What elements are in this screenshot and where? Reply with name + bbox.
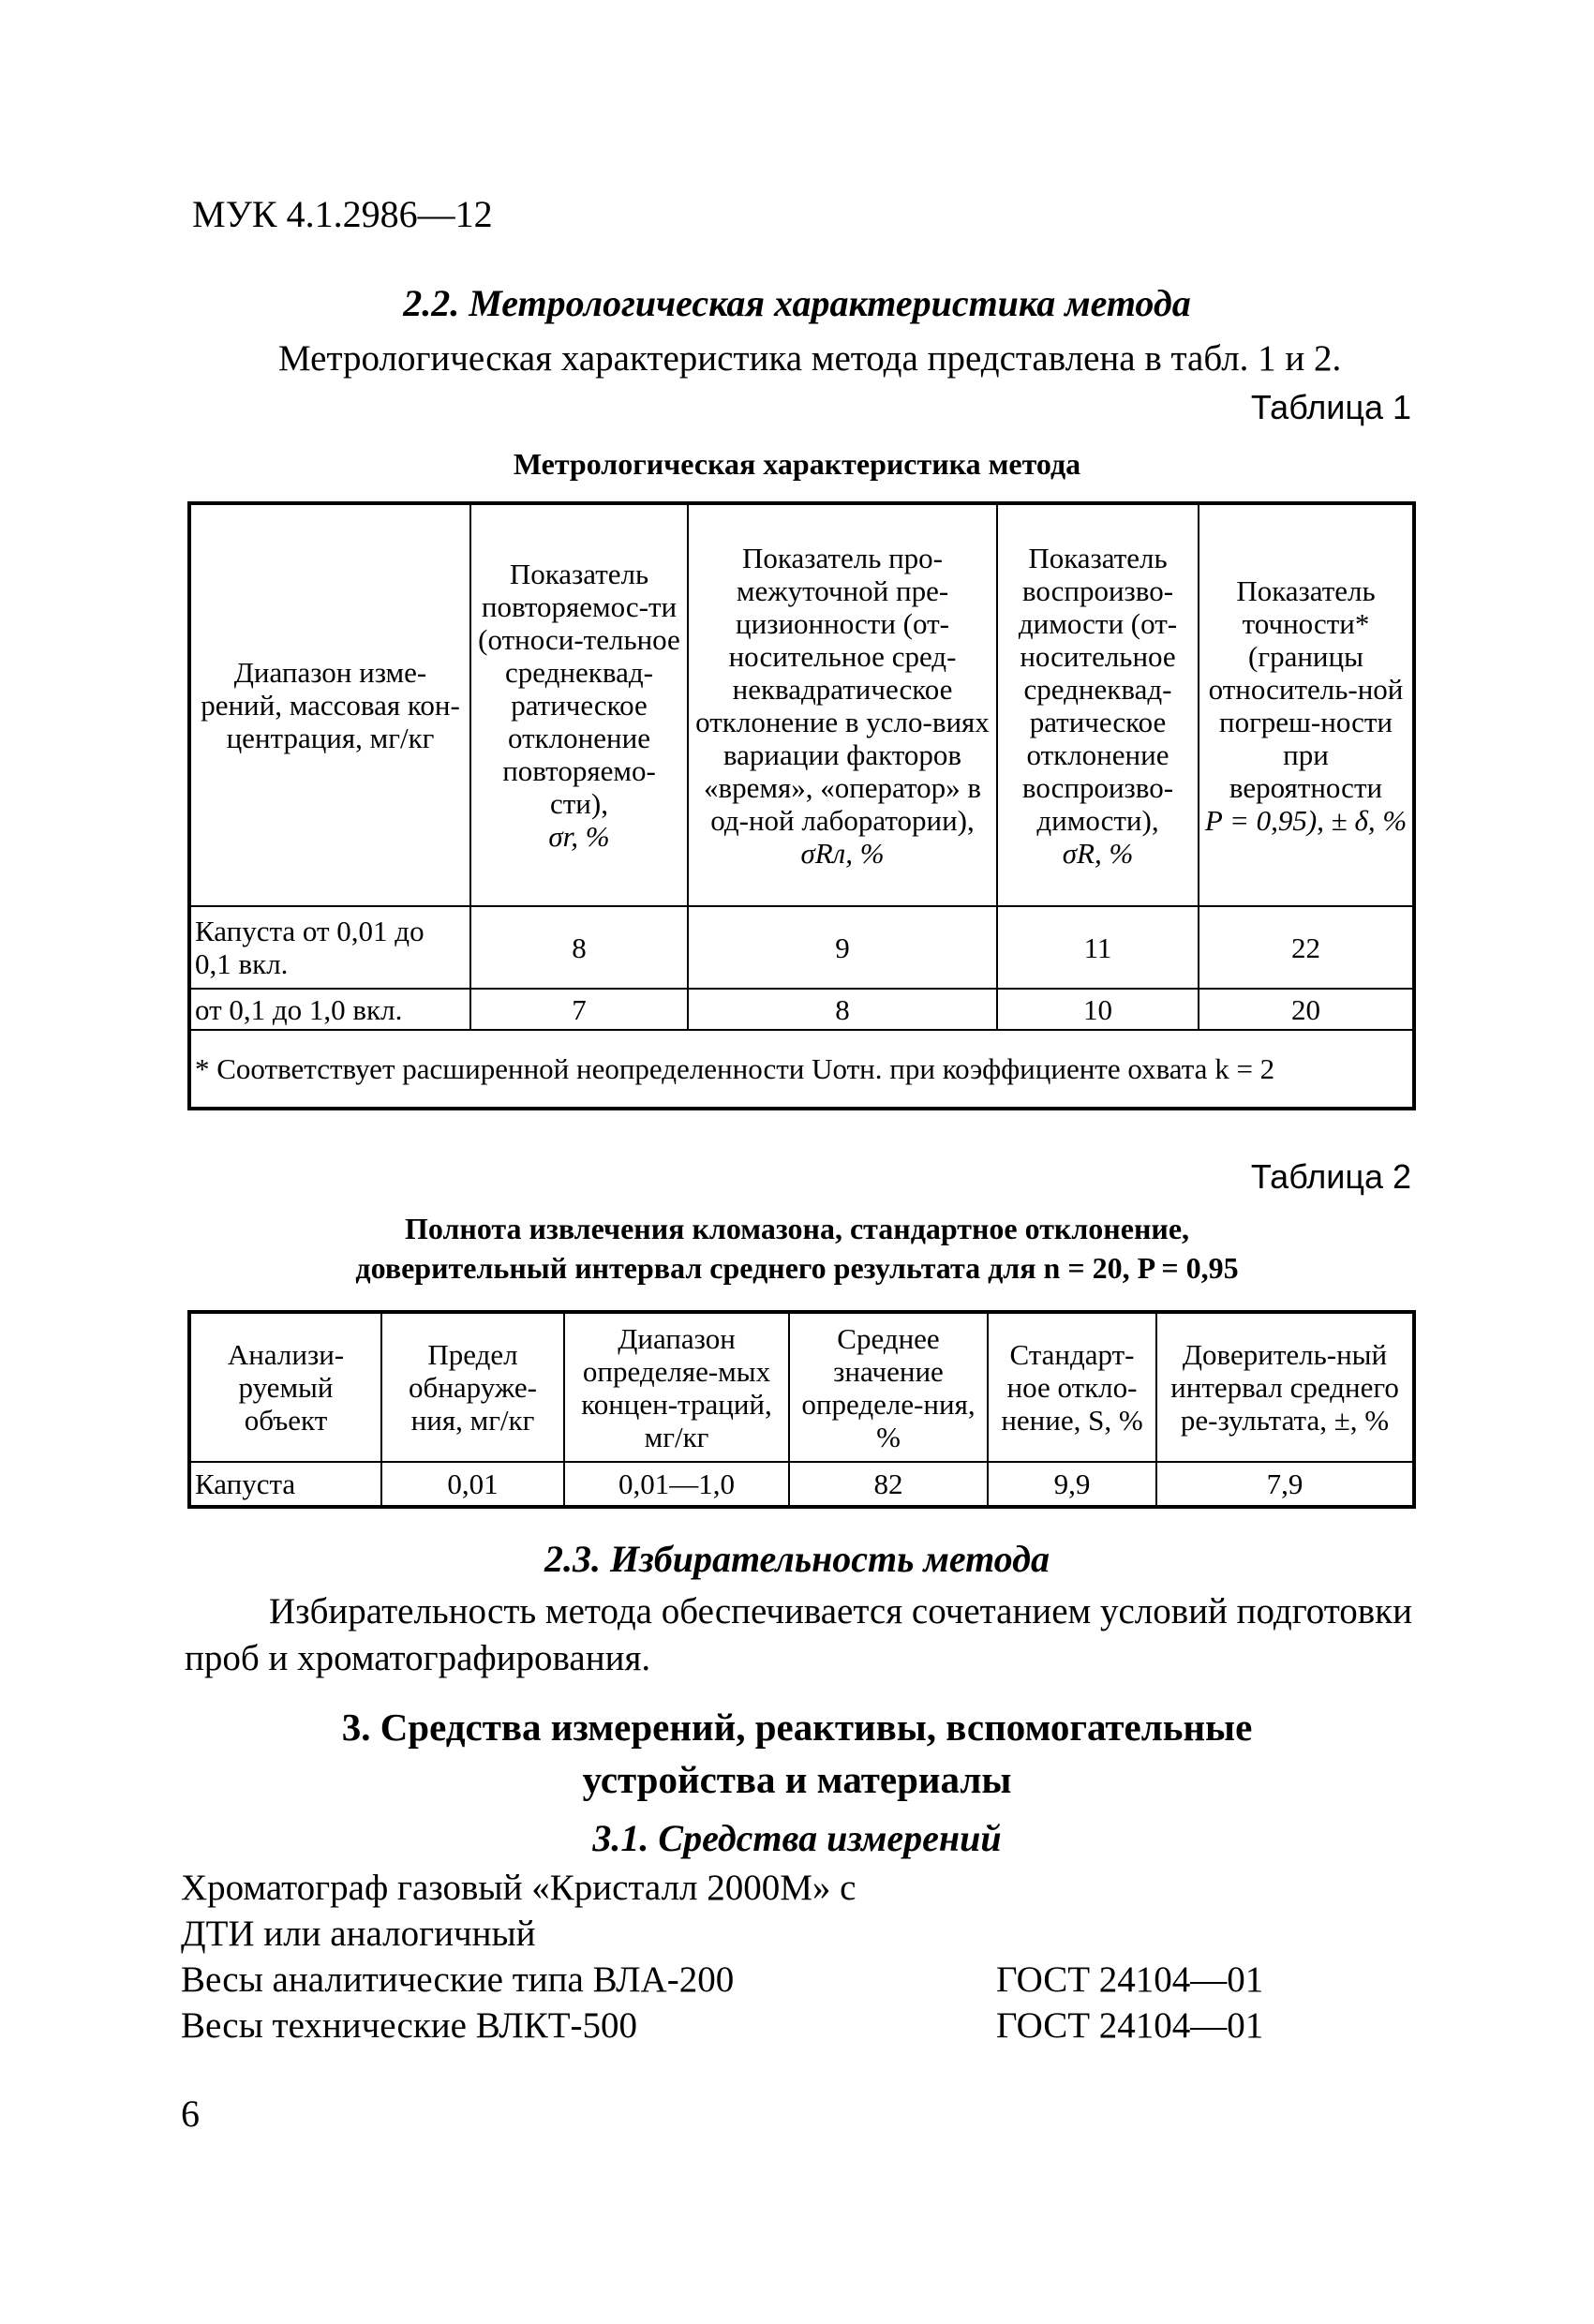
table1-row2-value: 10 (997, 989, 1199, 1030)
table2-header-stddev: Стандарт-ное откло-нение, S, % (988, 1312, 1156, 1462)
table1-row1-range: Капуста от 0,01 до 0,1 вкл. (189, 906, 470, 989)
instrument-name: Весы технические ВЛКТ-500 (181, 2005, 638, 2046)
instrument-name: Весы аналитические типа ВЛА-200 (181, 1959, 735, 2000)
table1-header-precision-text: Показатель про-межуточной пре-цизионности (от-носительное сред-неквадратическое отклонение в усло-виях вариации факторов «время», «оператор» в од-ной лаборатории), (695, 541, 990, 837)
table1-header-repeatability (470, 503, 688, 906)
document-header: МУК 4.1.2986—12 (192, 193, 493, 235)
page-number: 6 (181, 2093, 200, 2135)
table1-header-reproducibility-text: Показатель воспроизво-димости (от-носительное среднеквад-ратическое отклонение воспроизво-димости), (1018, 541, 1178, 837)
instrument-standard: ГОСТ 24104—01 (996, 1959, 1264, 2000)
table1-header-reproducibility (997, 503, 1199, 906)
table2-title-line2: доверительный интервал среднего результата для n = 20, P = 0,95 (355, 1251, 1239, 1285)
section-2-2-text: Метрологическая характеристика метода представлена в табл. 1 и 2. (278, 338, 1342, 379)
instrument-name: Хроматограф газовый «Кристалл 2000М» с (181, 1868, 857, 1908)
table1-row1-value: 11 (997, 906, 1199, 989)
table1-row1-value: 8 (470, 906, 688, 989)
table1-footnote-row (189, 1030, 1414, 1109)
table1-header-row (189, 503, 1414, 906)
table1-header-repeatability-text: Показатель повторяемос-ти (относи-тельное среднеквад-ратическое отклонение повторяемо-сти), (478, 558, 680, 820)
instrument-name: ДТИ или аналогичный (181, 1914, 536, 1954)
table2-header-row (189, 1312, 1414, 1462)
section-3-title-line1: 3. Средства измерений, реактивы, вспомогательные (341, 1706, 1253, 1749)
table2-header-detection-limit: Предел обнаруже-ния, мг/кг (381, 1312, 564, 1462)
list-item (181, 1865, 1418, 1911)
table1-header-accuracy-text: Показатель точности* (границы относитель-ной погреш-ности при вероятности (1208, 574, 1404, 804)
section-2-3-title: 2.3. Избирательность метода (544, 1538, 1050, 1580)
table1-row1-value: 22 (1199, 906, 1414, 989)
table2-cell: 0,01—1,0 (564, 1462, 789, 1507)
table1-row2-value: 7 (470, 989, 688, 1030)
table1-label: Таблица 1 (1250, 388, 1411, 426)
table1-header-accuracy-symbol: P = 0,95), ± δ, % (1204, 803, 1408, 837)
table2-title-line1: Полнота извлечения кломазона, стандартное отклонение, (404, 1212, 1190, 1245)
table1-header-precision-symbol: σRл, % (800, 836, 885, 870)
table1-row2-value: 20 (1199, 989, 1414, 1030)
list-item (181, 1911, 1418, 1957)
table2-header-range: Диапазон определяе-мых концен-траций, мг/кг (564, 1312, 789, 1462)
table-row (189, 1462, 1414, 1507)
section-3-1-title: 3.1. Средства измерений (592, 1817, 1002, 1859)
table-row (189, 906, 1414, 989)
table1 (187, 501, 1416, 1110)
list-item (181, 2003, 1418, 2048)
table1-row1-value: 9 (688, 906, 997, 989)
section-3-title-line2: устройства и материалы (582, 1758, 1012, 1801)
table2-label: Таблица 2 (1250, 1157, 1411, 1196)
table-row (189, 989, 1414, 1030)
table1-row2-value: 8 (688, 989, 997, 1030)
table1-title: Метрологическая характеристика метода (513, 447, 1081, 481)
table1-header-reproducibility-symbol: σR, % (1062, 836, 1134, 870)
table2-header-mean: Среднее значение определе-ния, % (789, 1312, 988, 1462)
table2-cell: 9,9 (988, 1462, 1156, 1507)
table2-cell: 0,01 (381, 1462, 564, 1507)
table1-row2-range: от 0,1 до 1,0 вкл. (189, 989, 470, 1030)
table2-cell: 82 (789, 1462, 988, 1507)
table2-header-object: Анализи-руемый объект (189, 1312, 381, 1462)
table1-header-range: Диапазон изме-рений, массовая кон-центрация, мг/кг (189, 503, 470, 906)
list-item (181, 1957, 1418, 2003)
table2-cell: 7,9 (1156, 1462, 1414, 1507)
table1-header-repeatability-symbol: σr, % (548, 820, 610, 853)
section-2-3-text: Избирательность метода обеспечивается сочетанием условий подготовки проб и хроматографирования. (185, 1591, 1412, 1678)
table2-cell: Капуста (189, 1462, 381, 1507)
table2-header-confidence: Доверитель-ный интервал среднего ре-зультата, ±, % (1156, 1312, 1414, 1462)
section-2-2-title: 2.2. Метрологическая характеристика метода (403, 282, 1191, 324)
table1-footnote: * Соответствует расширенной неопределенности Uотн. при коэффициенте охвата k = 2 (189, 1030, 1414, 1109)
table2 (187, 1310, 1416, 1509)
table1-header-precision (688, 503, 997, 906)
instrument-standard: ГОСТ 24104—01 (996, 2005, 1264, 2046)
table1-header-accuracy (1199, 503, 1414, 906)
instrument-list (181, 1865, 1418, 2048)
